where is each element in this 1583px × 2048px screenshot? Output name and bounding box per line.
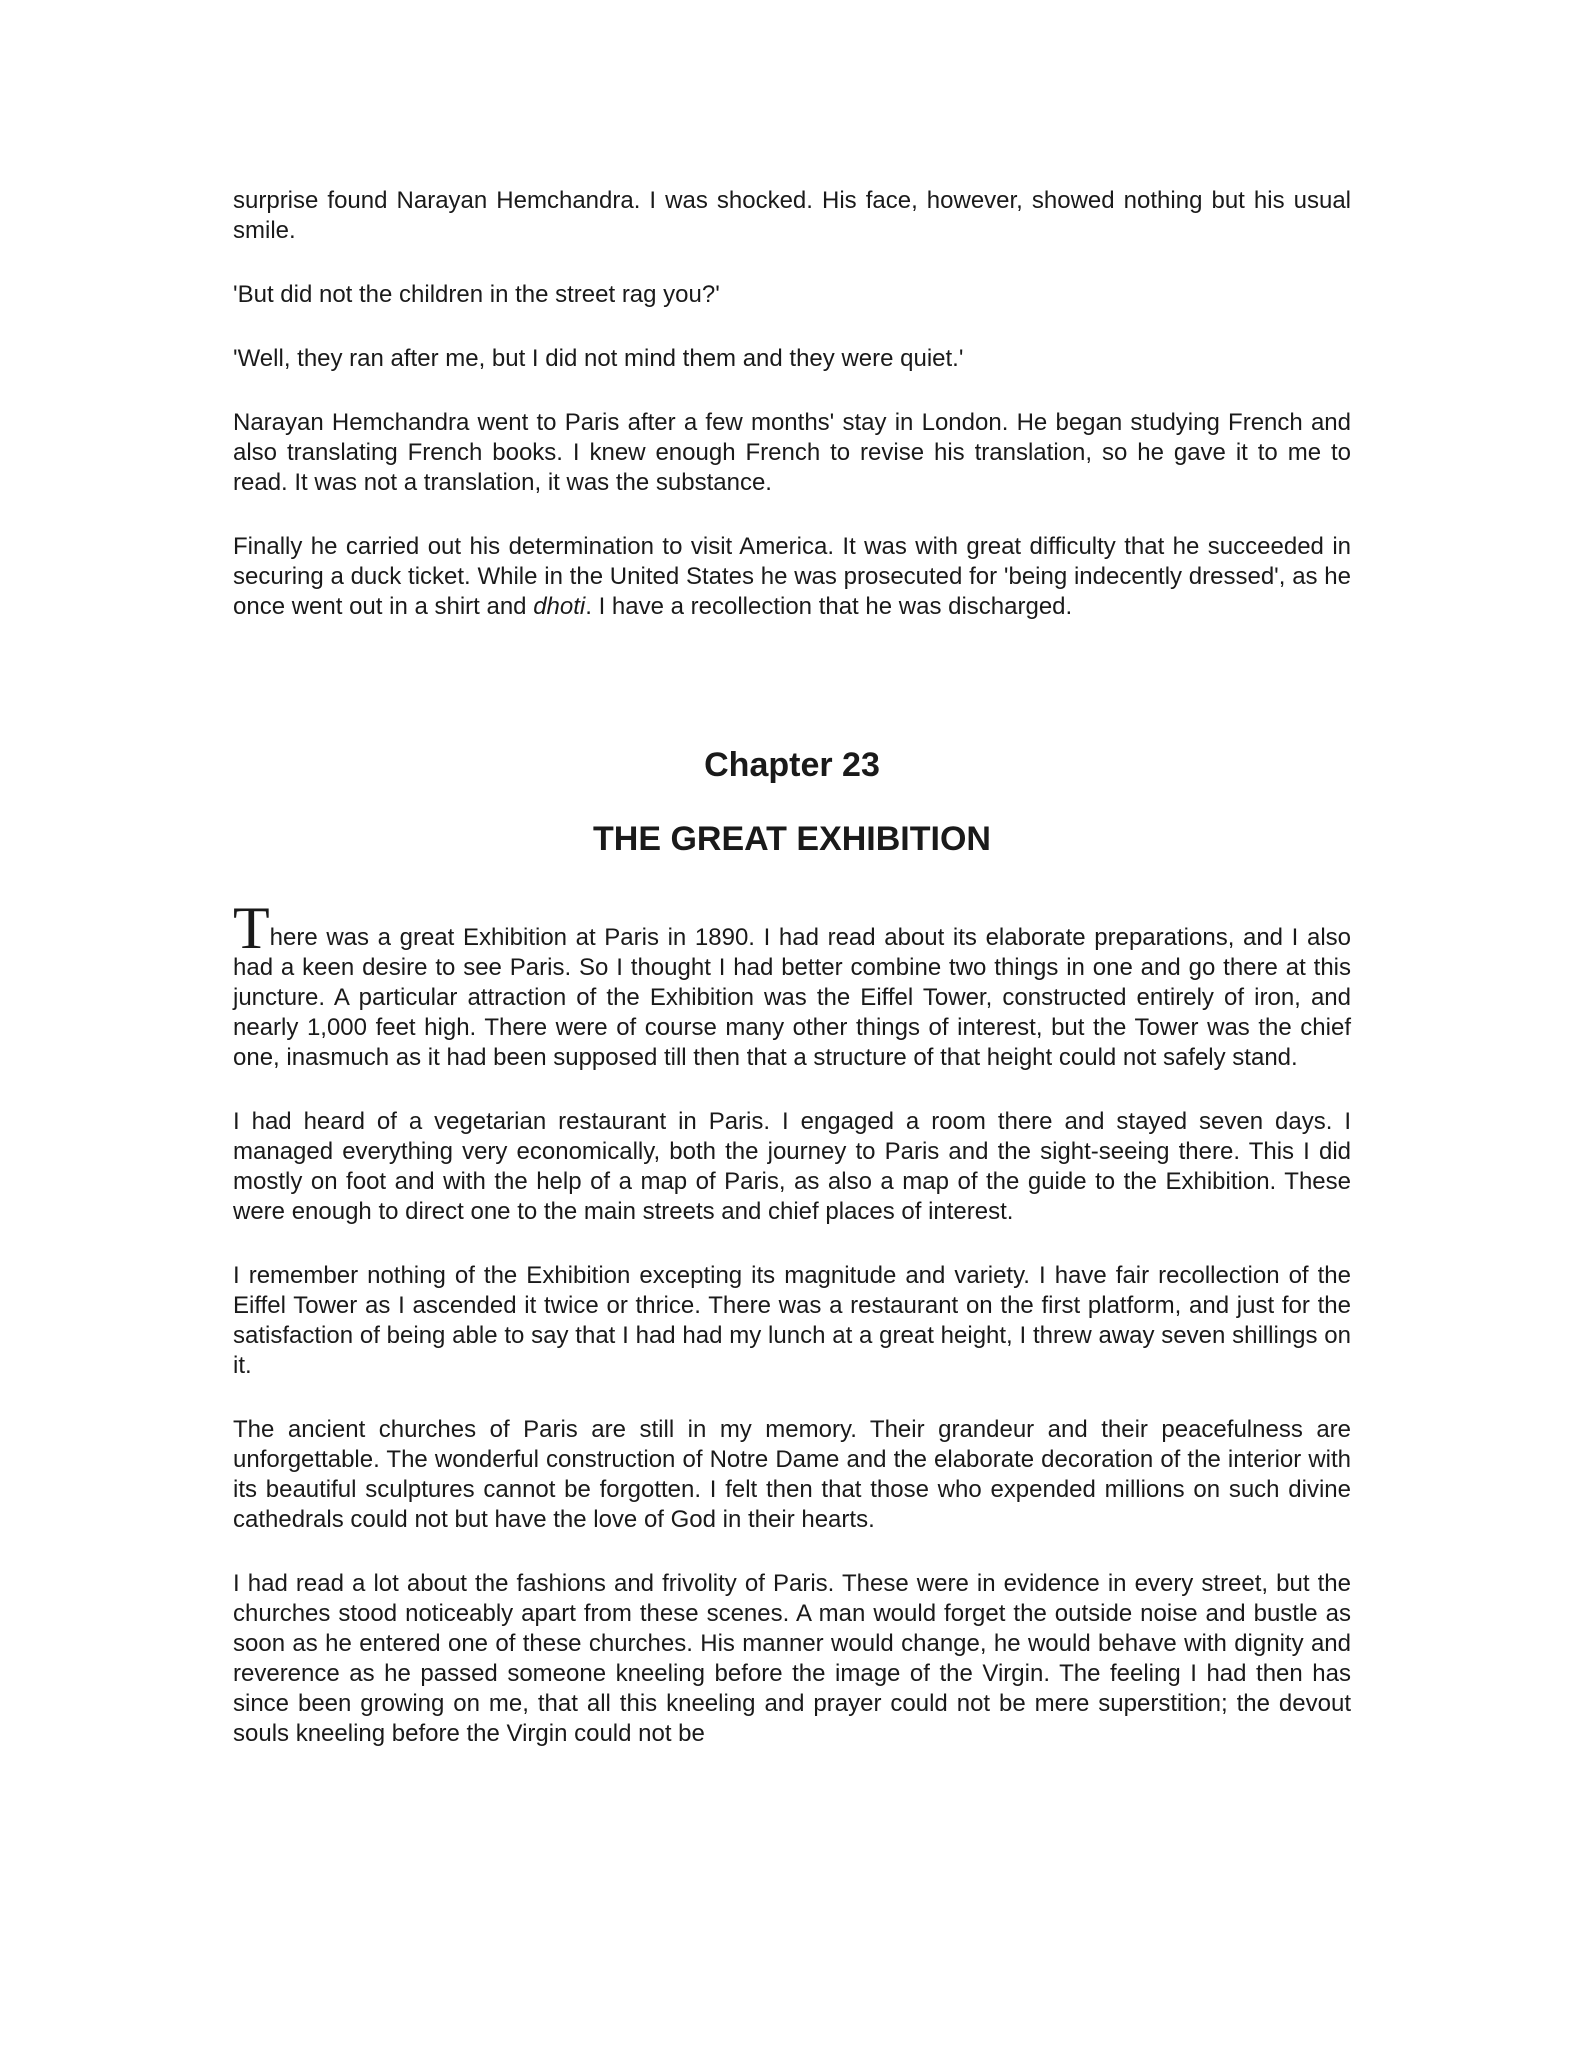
paragraph-exhibition-intro-text: here was a great Exhibition at Paris in 1890. I had read about its elaborate preparations, and I also had a keen desire to see Paris. So I thought I had better combine two things in one and go there at this juncture. A particular attraction of the Exhibition was the Eiffel Tower, constructed entirely of iron, and nearly 1,000 feet high. There were of course many other things of interest, but the Tower was the chief one, inasmuch as it had been supposed till then that a structure of that height could not safely stand. [233, 924, 1351, 1071]
paragraph-america-text-b: . I have a recollection that he was discharged. [585, 593, 1073, 620]
paragraph-exhibition-intro [233, 895, 1351, 1073]
paragraph-paris: Narayan Hemchandra went to Paris after a few months' stay in London. He began studying French and also translating French books. I knew enough French to revise his translation, so he gave it to me to read. It was not a translation, it was the substance. [233, 409, 1351, 496]
chapter-number: Chapter 23 [704, 746, 880, 784]
paragraph-america-text-a: Finally he carried out his determination to visit America. It was with great difficulty that he succeeded in securing a duck ticket. While in the United States he was prosecuted for 'being indecently dressed', as he once went out in a shirt and [233, 533, 1351, 620]
document-page [233, 186, 1351, 1783]
drop-cap: T [233, 895, 270, 961]
dialogue-question: 'But did not the children in the street rag you?' [233, 281, 720, 308]
paragraph-vegetarian-restaurant: I had heard of a vegetarian restaurant in Paris. I engaged a room there and stayed seven days. I managed everything very economically, both the journey to Paris and the sight-seeing there. This I did mostly on foot and with the help of a map of Paris, as also a map of the guide to the Exhibition. These were enough to direct one to the main streets and chief places of interest. [233, 1108, 1351, 1225]
chapter-title: THE GREAT EXHIBITION [593, 820, 991, 858]
paragraph-fashions: I had read a lot about the fashions and frivolity of Paris. These were in evidence in every street, but the churches stood noticeably apart from these scenes. A man would forget the outside noise and bustle as soon as he entered one of these churches. His manner would change, he would behave with dignity and reverence as he passed someone kneeling before the image of the Virgin. The feeling I had then has since been growing on me, that all this kneeling and prayer could not be mere superstition; the devout souls kneeling before the Virgin could not be [233, 1570, 1351, 1747]
paragraph-eiffel-tower: I remember nothing of the Exhibition excepting its magnitude and variety. I have fair recollection of the Eiffel Tower as I ascended it twice or thrice. There was a restaurant on the first platform, and just for the satisfaction of being able to say that I had had my lunch at a great height, I threw away seven shillings on it. [233, 1262, 1351, 1379]
dialogue-answer: 'Well, they ran after me, but I did not mind them and they were quiet.' [233, 345, 964, 372]
paragraph-continued: surprise found Narayan Hemchandra. I was shocked. His face, however, showed nothing but his usual smile. [233, 187, 1351, 244]
italic-word-dhoti: dhoti [533, 593, 586, 620]
paragraph-america [233, 532, 1351, 622]
paragraph-churches: The ancient churches of Paris are still in my memory. Their grandeur and their peacefulness are unforgettable. The wonderful construction of Notre Dame and the elaborate decoration of the interior with its beautiful sculptures cannot be forgotten. I felt then that those who expended millions on such divine cathedrals could not but have the love of God in their hearts. [233, 1416, 1351, 1533]
